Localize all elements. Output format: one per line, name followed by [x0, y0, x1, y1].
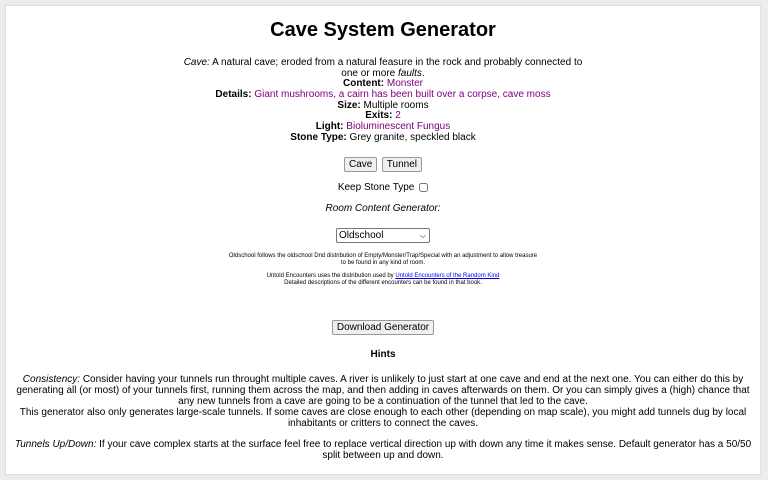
size-label: Size:	[337, 99, 361, 111]
tunnel-button[interactable]: Tunnel	[382, 157, 422, 172]
updown-hint	[6, 439, 760, 461]
hints-heading: Hints	[370, 348, 396, 360]
consistency-hint	[6, 374, 760, 407]
content-value: Monster	[386, 78, 423, 89]
updown-label: Tunnels Up/Down:	[14, 438, 97, 450]
updown-text: If your cave complex starts at the surface feel free to replace vertical direction up with down any time it makes sense. Default generator has a 50/50 split between up and down.	[99, 438, 752, 461]
cave-description	[183, 57, 583, 79]
cave-description-end: .	[421, 68, 425, 79]
details-value: Giant mushrooms, a cairn has been built over a corpse, cave moss	[254, 88, 551, 100]
large-scale-hint: This generator also only generates large-scale tunnels. If some caves are close enough to each other (depending on map scale), you might add tunnels dug by local inhabitants or critters to connect the caves.	[19, 406, 747, 429]
light-label: Light:	[315, 121, 344, 133]
generator-buttons	[6, 154, 760, 172]
keep-stone-checkbox[interactable]	[419, 183, 428, 192]
cave-button[interactable]: Cave	[344, 157, 377, 172]
consistency-text: Consider having your tunnels run throught multiple caves. A river is unlikely to just start at one cave and end at the next one. You can either do this by generating all (or most) of your tunnels first, running them across the map, and then adding in caves afterwards on them. Or you can simply gives a (high) chance that any new tunnels from a cave are going to be a continuation of the tunnel that led to the cave.	[16, 373, 750, 407]
keep-stone-row	[6, 182, 760, 194]
room-content-selected: Oldschool	[339, 229, 384, 241]
room-content-select[interactable]	[336, 228, 430, 243]
light-value: Bioluminescent Fungus	[346, 121, 451, 133]
oldschool-note: Oldschool follows the oldschool Dnd distribution of Empty/Monster/Trap/Special with an adjustment to allow treasure to be found in any kind of room.	[228, 252, 538, 266]
content-label: Content:	[342, 78, 385, 89]
cave-label: Cave:	[183, 57, 210, 68]
exits-label: Exits:	[365, 110, 393, 122]
download-generator-button[interactable]: Download Generator	[332, 320, 434, 335]
consistency-label: Consistency:	[22, 373, 81, 385]
page-title: Cave System Generator	[270, 19, 496, 41]
stone-value: Grey granite, speckled black	[349, 131, 476, 143]
exits-value: 2	[395, 110, 401, 122]
size-value: Multiple rooms	[363, 99, 429, 111]
page-container	[5, 5, 761, 475]
untold-note-detail: Detailed descriptions of the different encounters can be found in that book.	[284, 279, 482, 286]
chevron-down-icon: ⌵	[419, 230, 426, 240]
keep-stone-label: Keep Stone Type	[337, 181, 415, 193]
stone-row	[6, 133, 760, 144]
room-content-label: Room Content Generator:	[325, 202, 441, 214]
untold-note-text: Untold Encounters uses the distribution used by	[266, 272, 394, 279]
untold-encounters-link[interactable]: Untold Encounters of the Random Kind	[395, 272, 500, 279]
cave-description-text: A natural cave; eroded from a natural feasure in the rock and probably connected to one or more	[212, 57, 583, 79]
stone-label: Stone Type:	[290, 131, 347, 143]
cave-description-italic: faults	[398, 68, 422, 79]
details-label: Details:	[215, 88, 252, 100]
untold-note	[6, 273, 760, 280]
